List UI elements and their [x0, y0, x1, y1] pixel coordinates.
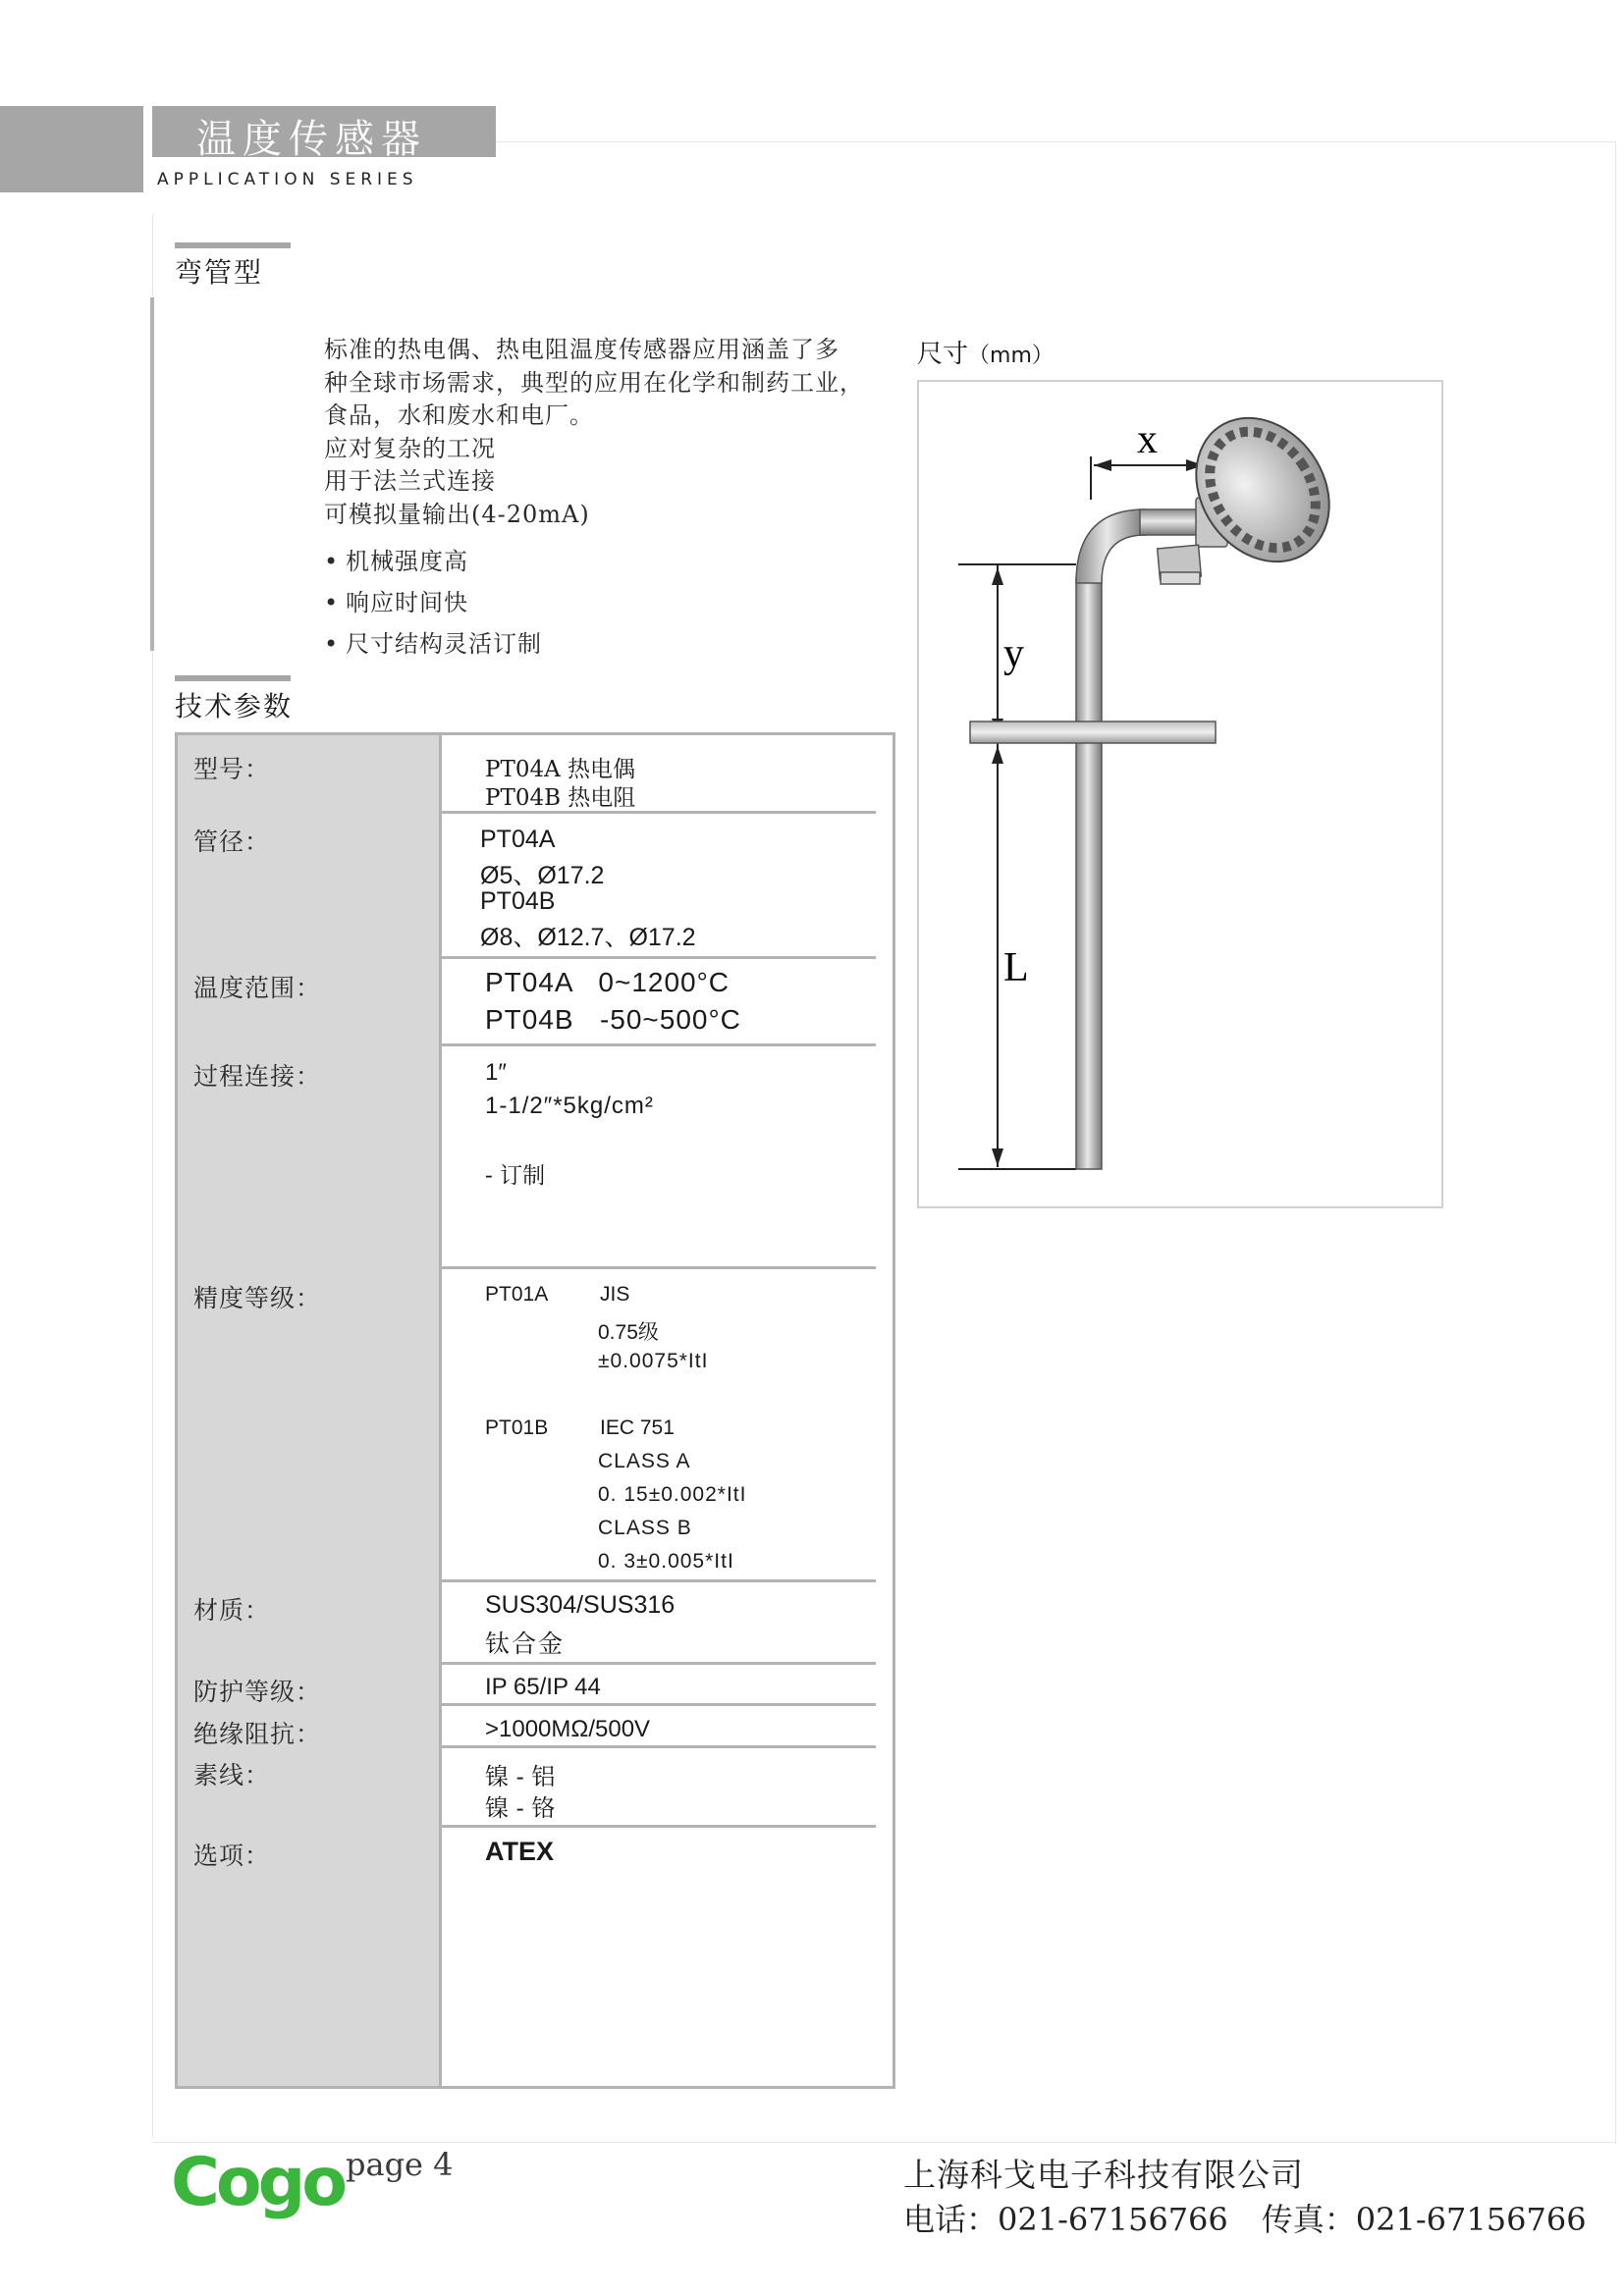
- description-line: 种全球市场需求，典型的应用在化学和制药工业，: [324, 368, 864, 397]
- product-name: 弯管型: [175, 256, 264, 289]
- product-description: [324, 334, 913, 531]
- feature-list: [324, 542, 542, 666]
- accuracy-value: 0.75级: [598, 1321, 659, 1344]
- material-label: 材质：: [193, 1596, 271, 1625]
- accuracy-value: 0. 3±0.005*ItI: [598, 1550, 734, 1573]
- diameter-value: PT04A: [480, 826, 556, 853]
- specs-label-column: [178, 735, 442, 2086]
- model-label: 型号：: [193, 755, 271, 783]
- description-line: 用于法兰式连接: [324, 467, 496, 495]
- dimension-x-label: x: [1137, 417, 1158, 462]
- description-line: 食品，水和废水和电厂。: [324, 401, 594, 429]
- row-divider: [442, 1043, 876, 1046]
- page-subtitle: APPLICATION SERIES: [157, 170, 418, 189]
- header-rule: [496, 141, 1615, 142]
- row-divider: [442, 1703, 876, 1706]
- accuracy-value: CLASS A: [598, 1450, 691, 1472]
- insulation-value: >1000MΩ/500V: [485, 1716, 651, 1742]
- diameter-value: PT04B: [480, 887, 556, 915]
- dimension-drawing: [917, 380, 1443, 1208]
- process-connection-value: 1″: [485, 1059, 507, 1086]
- process-connection-value: - 订制: [485, 1163, 546, 1189]
- contact-info: [903, 2195, 1587, 2240]
- accuracy-value: ±0.0075*ItI: [598, 1350, 709, 1372]
- material-value: 钛合金: [485, 1629, 566, 1658]
- bullet-icon: •: [324, 548, 340, 575]
- accuracy-value: JIS: [600, 1283, 630, 1306]
- wire-value: 镍 - 铝: [485, 1763, 556, 1790]
- protection-label: 防护等级：: [193, 1678, 322, 1706]
- dimension-y-label: y: [1003, 631, 1024, 676]
- model-value: PT04B 热电阻: [485, 785, 636, 811]
- description-line: 标准的热电偶、热电阻温度传感器应用涵盖了多: [324, 336, 839, 363]
- diameter-value: Ø8、Ø12.7、Ø17.2: [480, 924, 696, 951]
- temp-range-label: 温度范围：: [193, 974, 322, 1002]
- insulation-label: 绝缘阻抗：: [193, 1720, 322, 1748]
- accuracy-label: 精度等级：: [193, 1284, 322, 1312]
- gland-nut: [1161, 572, 1200, 584]
- wire-value: 镍 - 铬: [485, 1794, 556, 1822]
- frame-bottom-rule: [152, 2142, 1615, 2143]
- phone-number: 电话：021-67156766: [903, 2201, 1228, 2238]
- product-heading-bar: [175, 242, 291, 248]
- company-name: 上海科戈电子科技有限公司: [903, 2156, 1304, 2194]
- specs-table: [175, 732, 895, 2089]
- page-title: 温度传感器: [196, 117, 427, 162]
- row-divider: [442, 1662, 876, 1665]
- description-line: 应对复杂的工况: [324, 434, 496, 462]
- row-divider: [442, 1266, 876, 1269]
- feature-item: • 响应时间快: [324, 589, 468, 616]
- feature-item: • 尺寸结构灵活订制: [324, 630, 542, 658]
- row-divider: [442, 1579, 876, 1582]
- bullet-icon: •: [324, 589, 340, 616]
- accuracy-value: 0. 15±0.002*ItI: [598, 1483, 747, 1506]
- thermocouple-drawing: [919, 382, 1441, 1206]
- dimension-L-label: L: [1003, 945, 1029, 990]
- frame-right-rule: [1615, 141, 1616, 2144]
- specs-heading-bar: [175, 675, 291, 681]
- process-connection-label: 过程连接：: [193, 1062, 322, 1091]
- flange: [970, 721, 1216, 743]
- process-connection-value: 1-1/2″*5kg/cm²: [485, 1093, 654, 1119]
- probe-tube: [1076, 578, 1102, 1169]
- accuracy-model-b: PT01B: [485, 1416, 549, 1439]
- feature-item: • 机械强度高: [324, 548, 468, 575]
- options-label: 选项：: [193, 1842, 271, 1870]
- protection-value: IP 65/IP 44: [485, 1674, 601, 1700]
- row-divider: [442, 1825, 876, 1828]
- accuracy-value: IEC 751: [600, 1416, 675, 1439]
- tube-bend: [1076, 509, 1145, 583]
- description-line: 可模拟量输出(4-20mA): [324, 500, 590, 528]
- material-value: SUS304/SUS316: [485, 1591, 676, 1619]
- description-side-bar: [150, 297, 154, 651]
- bullet-icon: •: [324, 630, 340, 658]
- temp-range-value: PT04A 0~1200°C: [485, 967, 731, 997]
- diameter-value: Ø5、Ø17.2: [480, 862, 605, 889]
- accuracy-model-a: PT01A: [485, 1283, 549, 1306]
- diameter-label: 管径：: [193, 828, 271, 856]
- options-value: ATEX: [485, 1837, 555, 1866]
- row-divider: [442, 1745, 876, 1748]
- horizontal-tube: [1140, 509, 1199, 535]
- dimension-title: 尺寸（mm）: [917, 340, 1054, 369]
- accuracy-value: CLASS B: [598, 1517, 692, 1539]
- page-number: page 4: [346, 2146, 454, 2183]
- header-side-block: [0, 106, 143, 192]
- row-divider: [442, 956, 876, 959]
- specs-heading: 技术参数: [175, 690, 294, 722]
- company-logo: Cogo: [171, 2144, 345, 2221]
- fax-number: 传真：021-67156766: [1261, 2201, 1587, 2238]
- model-value: PT04A 热电偶: [485, 757, 636, 782]
- wire-label: 素线：: [193, 1761, 271, 1789]
- temp-range-value: PT04B -50~500°C: [485, 1004, 741, 1035]
